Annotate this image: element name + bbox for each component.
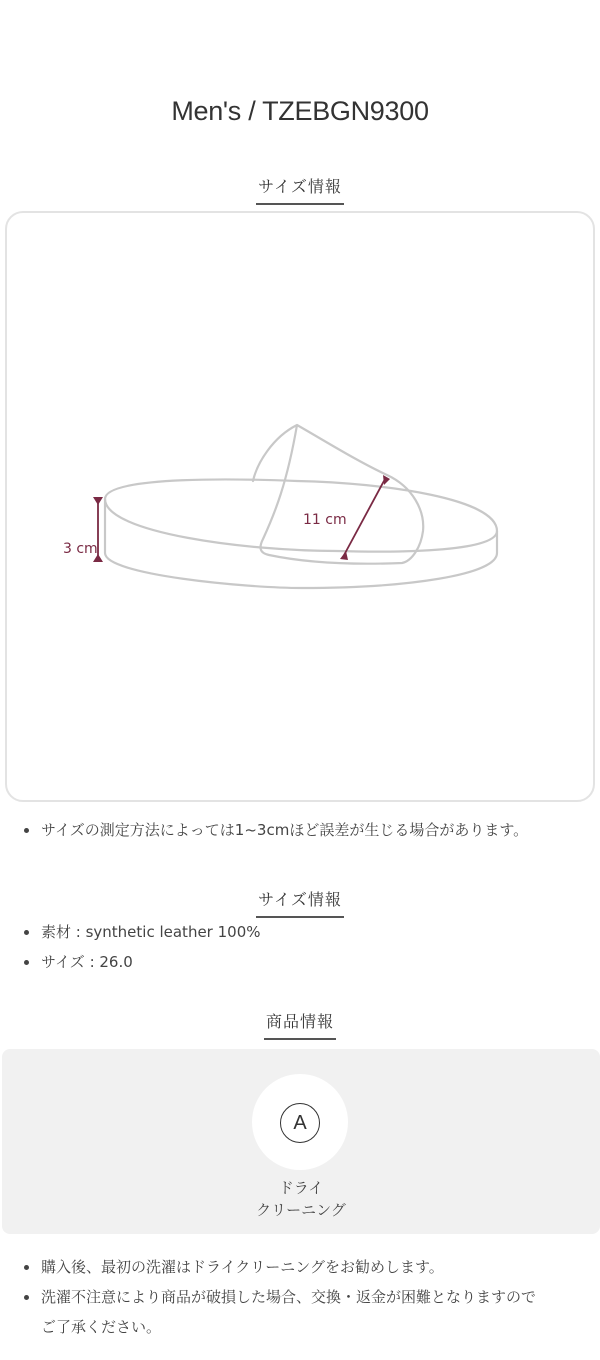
care-label-line2: クリーニング	[256, 1201, 346, 1219]
care-note-1: 購入後、最初の洗濯はドライクリーニングをお勧めします。	[22, 1252, 536, 1282]
care-note-2-continued: ご了承ください。	[41, 1318, 162, 1336]
size-diagram	[5, 211, 595, 802]
product-info-heading-text: 商品情報	[264, 1009, 336, 1040]
spec-list	[22, 917, 261, 977]
sole-side-outline	[105, 499, 497, 588]
spec-item-size: サイズ : 26.0	[22, 947, 261, 977]
strap-outline	[253, 425, 423, 564]
height-measure-label: 3 cm	[63, 541, 98, 557]
size-note: サイズの測定方法によっては1~3cmほど誤差が生じる場合があります。	[22, 815, 528, 845]
care-note-2: 洗濯不注意により商品が破損した場合、交換・返金が困難となりますので	[22, 1282, 536, 1312]
width-measure-line	[343, 479, 385, 557]
height-measure-arrow-top	[93, 497, 103, 505]
spec-item-material: 素材 : synthetic leather 100%	[22, 917, 261, 947]
sandal-illustration	[7, 213, 597, 804]
size-info-heading-text: サイズ情報	[256, 174, 344, 205]
care-panel	[2, 1049, 600, 1234]
spec-heading-text: サイズ情報	[256, 887, 344, 918]
care-note-list	[22, 1252, 536, 1342]
size-info-heading	[0, 174, 600, 205]
sole-top-outline	[105, 479, 497, 551]
spec-heading	[0, 887, 600, 918]
width-measure-label: 11 cm	[303, 512, 347, 528]
dry-clean-icon: A	[280, 1103, 320, 1143]
care-label-line1: ドライ	[278, 1179, 324, 1197]
product-title: Men's / TZEBGN9300	[171, 96, 429, 126]
size-note-list	[22, 815, 528, 845]
product-info-heading	[0, 1009, 600, 1040]
